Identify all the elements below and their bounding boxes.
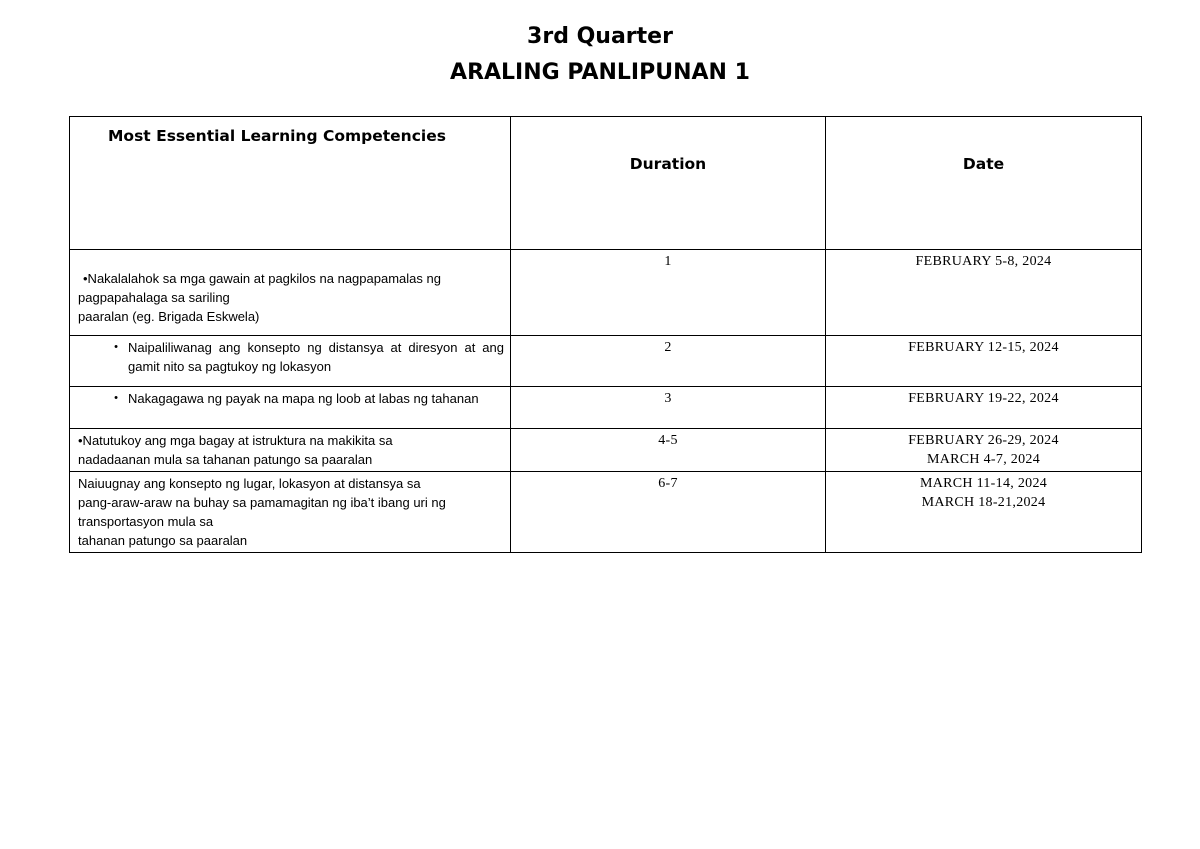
date-cell <box>826 429 1142 472</box>
duration-cell: 2 <box>511 336 826 387</box>
competency-text: Naipaliliwanag ang konsepto ng distansya at diresyon at ang gamit nito sa pagtukoy ng lokasyon <box>128 340 504 374</box>
date-line: FEBRUARY 26-29, 2024 <box>908 433 1059 448</box>
date-line: MARCH 4-7, 2024 <box>926 452 1040 467</box>
competency-cell <box>70 336 511 387</box>
bullet-icon: • <box>114 392 118 404</box>
table-row <box>70 336 1142 387</box>
date-line: MARCH 18-21,2024 <box>921 495 1046 510</box>
date-line: FEBRUARY 12-15, 2024 <box>908 340 1059 355</box>
date-line: FEBRUARY 19-22, 2024 <box>908 391 1059 406</box>
date-line: MARCH 11-14, 2024 <box>919 476 1048 491</box>
column-header-date: Date <box>826 117 1142 250</box>
competency-line: Naiuugnay ang konsepto ng lugar, lokasyon at distansya sa <box>78 476 421 491</box>
table-row <box>70 250 1142 336</box>
competency-line: transportasyon mula sa <box>78 514 214 529</box>
duration-cell: 3 <box>511 387 826 429</box>
competency-table <box>69 116 1142 553</box>
table-row <box>70 472 1142 553</box>
subject-title: ARALING PANLIPUNAN 1 <box>450 60 750 85</box>
competency-line: paaralan (eg. Brigada Eskwela) <box>78 309 260 324</box>
competency-cell <box>70 472 511 553</box>
competency-cell <box>70 387 511 429</box>
duration-cell: 4-5 <box>511 429 826 472</box>
date-cell <box>826 387 1142 429</box>
quarter-title: 3rd Quarter <box>527 24 673 49</box>
table-row <box>70 387 1142 429</box>
column-header-competencies: Most Essential Learning Competencies <box>70 117 511 250</box>
competency-line: tahanan patungo sa paaralan <box>78 533 248 548</box>
competency-line: pang-araw-araw na buhay sa pamamagitan ng iba’t ibang uri ng <box>78 495 446 510</box>
competency-line: •Nakalalahok sa mga gawain at pagkilos na nagpapamalas ng <box>83 271 441 286</box>
duration-cell: 1 <box>511 250 826 336</box>
table-row <box>70 429 1142 472</box>
competency-line: nadadaanan mula sa tahanan patungo sa paaralan <box>78 452 373 467</box>
competency-line: •Natutukoy ang mga bagay at istruktura na makikita sa <box>78 433 393 448</box>
competency-cell <box>70 250 511 336</box>
date-cell <box>826 472 1142 553</box>
competency-text: Nakagagawa ng payak na mapa ng loob at labas ng tahanan <box>128 391 479 406</box>
competency-line: pagpapahalaga sa sariling <box>78 290 230 305</box>
date-line: FEBRUARY 5-8, 2024 <box>915 254 1052 269</box>
competency-cell <box>70 429 511 472</box>
table-header-row <box>70 117 1142 250</box>
date-cell <box>826 250 1142 336</box>
duration-cell: 6-7 <box>511 472 826 553</box>
column-header-duration: Duration <box>511 117 826 250</box>
bullet-icon: • <box>114 341 118 353</box>
date-cell <box>826 336 1142 387</box>
